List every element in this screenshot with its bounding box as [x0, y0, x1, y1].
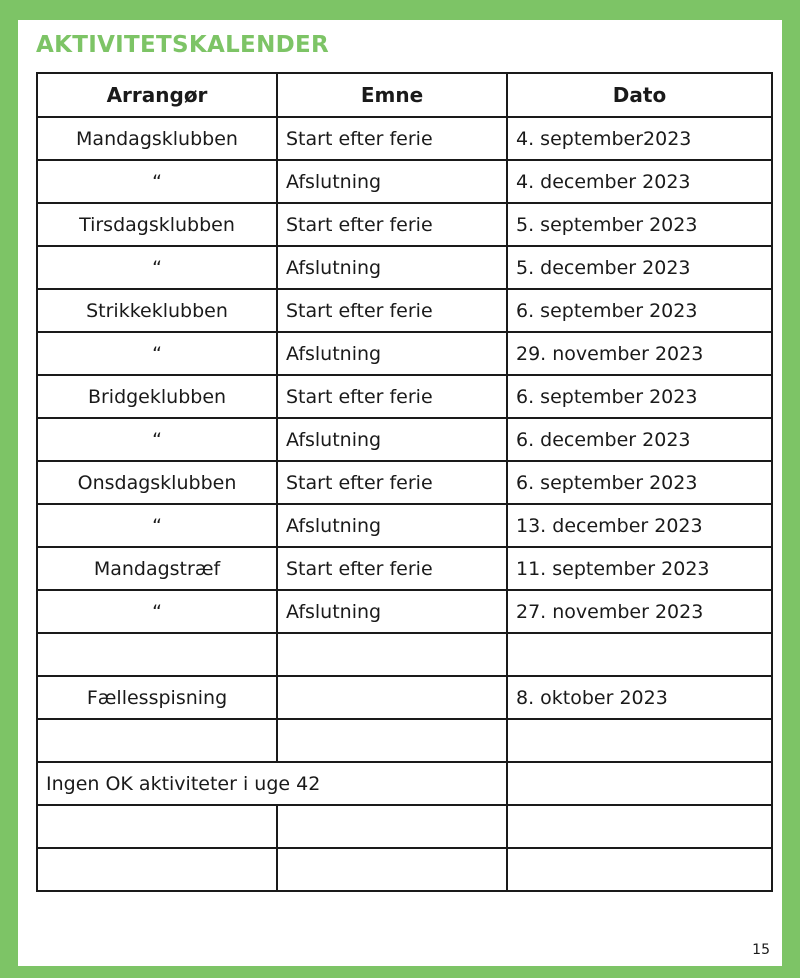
- arrangor-cell: Tirsdagsklubben: [37, 203, 277, 246]
- activity-calendar-table: [36, 72, 773, 892]
- emne-cell: Start efter ferie: [277, 117, 507, 160]
- dato-cell: 6. september 2023: [507, 375, 772, 418]
- table-row: [37, 117, 772, 160]
- dato-cell: [507, 848, 772, 891]
- emne-cell: Start efter ferie: [277, 461, 507, 504]
- arrangor-cell: “: [37, 590, 277, 633]
- table-body: [37, 117, 772, 891]
- arrangor-cell: Onsdagsklubben: [37, 461, 277, 504]
- header-emne: Emne: [277, 73, 507, 117]
- table-row: [37, 848, 772, 891]
- arrangor-cell: [37, 848, 277, 891]
- emne-cell: Start efter ferie: [277, 547, 507, 590]
- dato-cell: 29. november 2023: [507, 332, 772, 375]
- arrangor-cell: Mandagstræf: [37, 547, 277, 590]
- dato-cell: 5. september 2023: [507, 203, 772, 246]
- arrangor-cell: [37, 805, 277, 848]
- table-row: [37, 332, 772, 375]
- table-row: [37, 676, 772, 719]
- arrangor-cell: [37, 719, 277, 762]
- emne-cell: Afslutning: [277, 418, 507, 461]
- emne-cell: Start efter ferie: [277, 203, 507, 246]
- notice-row: [37, 762, 772, 805]
- emne-cell: [277, 676, 507, 719]
- emne-cell: Afslutning: [277, 246, 507, 289]
- dato-cell: 4. september2023: [507, 117, 772, 160]
- emne-cell: [277, 719, 507, 762]
- emne-cell: Start efter ferie: [277, 375, 507, 418]
- emne-cell: [277, 633, 507, 676]
- table-row: [37, 633, 772, 676]
- notice-cell: Ingen OK aktiviteter i uge 42: [37, 762, 507, 805]
- dato-cell: 5. december 2023: [507, 246, 772, 289]
- emne-cell: Afslutning: [277, 332, 507, 375]
- table-row: [37, 160, 772, 203]
- calendar-page: [18, 20, 782, 966]
- table-row: [37, 246, 772, 289]
- table-row: [37, 375, 772, 418]
- arrangor-cell: “: [37, 160, 277, 203]
- dato-cell: 6. december 2023: [507, 418, 772, 461]
- dato-cell: [507, 762, 772, 805]
- page-number: 15: [752, 942, 770, 958]
- table-row: [37, 504, 772, 547]
- dato-cell: 27. november 2023: [507, 590, 772, 633]
- table-row: [37, 590, 772, 633]
- dato-cell: [507, 719, 772, 762]
- header-dato: Dato: [507, 73, 772, 117]
- arrangor-cell: “: [37, 332, 277, 375]
- table-row: [37, 461, 772, 504]
- arrangor-cell: “: [37, 504, 277, 547]
- arrangor-cell: Fællesspisning: [37, 676, 277, 719]
- page-title: AKTIVITETSKALENDER: [36, 32, 330, 58]
- table-row: [37, 805, 772, 848]
- table-row: [37, 547, 772, 590]
- dato-cell: 13. december 2023: [507, 504, 772, 547]
- dato-cell: [507, 633, 772, 676]
- header-arrangor: Arrangør: [37, 73, 277, 117]
- dato-cell: 4. december 2023: [507, 160, 772, 203]
- table-row: [37, 719, 772, 762]
- dato-cell: 6. september 2023: [507, 461, 772, 504]
- arrangor-cell: Strikkeklubben: [37, 289, 277, 332]
- table-row: [37, 418, 772, 461]
- dato-cell: 6. september 2023: [507, 289, 772, 332]
- emne-cell: Start efter ferie: [277, 289, 507, 332]
- arrangor-cell: “: [37, 246, 277, 289]
- table-row: [37, 289, 772, 332]
- emne-cell: Afslutning: [277, 590, 507, 633]
- emne-cell: Afslutning: [277, 504, 507, 547]
- arrangor-cell: Bridgeklubben: [37, 375, 277, 418]
- arrangor-cell: [37, 633, 277, 676]
- dato-cell: [507, 805, 772, 848]
- emne-cell: [277, 805, 507, 848]
- arrangor-cell: “: [37, 418, 277, 461]
- dato-cell: 8. oktober 2023: [507, 676, 772, 719]
- emne-cell: Afslutning: [277, 160, 507, 203]
- table-row: [37, 203, 772, 246]
- table-header-row: [37, 73, 772, 117]
- dato-cell: 11. september 2023: [507, 547, 772, 590]
- arrangor-cell: Mandagsklubben: [37, 117, 277, 160]
- emne-cell: [277, 848, 507, 891]
